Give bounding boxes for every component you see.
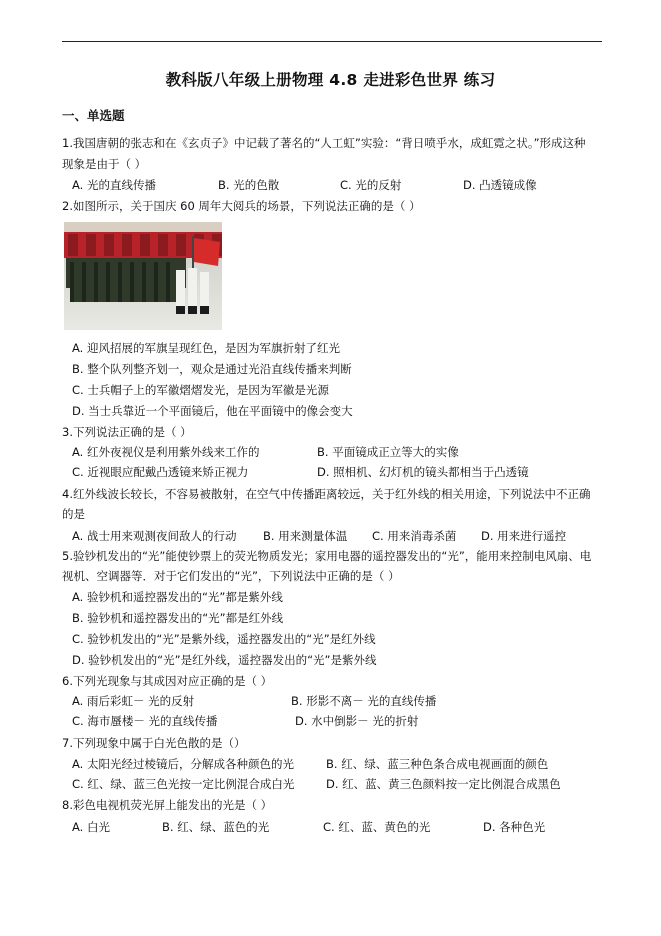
page-title: 教科版八年级上册物理 4.8 走进彩色世界 练习 — [165, 71, 496, 89]
q8-option-b: B. 红、绿、蓝色的光 — [162, 820, 270, 834]
q2-stem-line-1: 2.如图所示，关于国庆 60 周年大阅兵的场景，下列说法正确的是（ ） — [62, 199, 421, 213]
q6-option-d: D. 水中倒影－ 光的折射 — [295, 714, 419, 728]
parade-photo — [64, 222, 222, 330]
q4-stem-line-2: 的是 — [62, 507, 85, 521]
q3-stem-line-1: 3.下列说法正确的是（ ） — [62, 425, 192, 439]
q4-option-c: C. 用来消毒杀菌 — [372, 529, 457, 543]
q3-option-a: A. 红外夜视仪是利用紫外线来工作的 — [72, 445, 260, 459]
q1-option-d: D. 凸透镜成像 — [463, 178, 537, 192]
q5-option-a: A. 验钞机和遥控器发出的“光”都是紫外线 — [72, 590, 283, 604]
q8-option-d: D. 各种色光 — [483, 820, 546, 834]
q3-option-d: D. 照相机、幻灯机的镜头都相当于凸透镜 — [317, 465, 529, 479]
q8-stem-line-1: 8.彩色电视机荧光屏上能发出的光是（ ） — [62, 798, 273, 812]
q5-option-b: B. 验钞机和遥控器发出的“光”都是红外线 — [72, 611, 284, 625]
q3-option-b: B. 平面镜成正立等大的实像 — [317, 445, 459, 459]
q8-option-a: A. 白光 — [72, 820, 110, 834]
q5-option-c: C. 验钞机发出的“光”是紫外线，遥控器发出的“光”是红外线 — [72, 632, 376, 646]
q4-option-d: D. 用来进行遥控 — [481, 529, 567, 543]
q6-option-a: A. 雨后彩虹－ 光的反射 — [72, 694, 195, 708]
q1-option-b: B. 光的色散 — [218, 178, 280, 192]
q2-option-b: B. 整个队列整齐划一，观众是通过光沿直线传播来判断 — [72, 362, 352, 376]
q5-option-d: D. 验钞机发出的“光”是红外线，遥控器发出的“光”是紫外线 — [72, 653, 377, 667]
q8-option-c: C. 红、蓝、黄色的光 — [323, 820, 431, 834]
q7-stem-line-1: 7.下列现象中属于白光色散的是（） — [62, 736, 246, 750]
q4-stem-line-1: 4.红外线波长较长，不容易被散射，在空气中传播距离较远，关于红外线的相关用途，下列说法中不正确 — [62, 487, 591, 501]
q1-stem-line-2: 现象是由于（ ） — [62, 157, 147, 171]
q6-option-b: B. 形影不离－ 光的直线传播 — [291, 694, 437, 708]
q4-option-b: B. 用来测量体温 — [263, 529, 348, 543]
q7-option-d: D. 红、蓝、黄三色颜料按一定比例混合成黑色 — [326, 777, 561, 791]
q2-option-d: D. 当士兵靠近一个平面镜后，他在平面镜中的像会变大 — [72, 404, 353, 418]
q3-option-c: C. 近视眼应配戴凸透镜来矫正视力 — [72, 465, 249, 479]
q2-option-c: C. 士兵帽子上的军徽熠熠发光，是因为军徽是光源 — [72, 383, 329, 397]
q1-stem-line-1: 1.我国唐朝的张志和在《玄贞子》中记载了著名的“人工虹”实验：“背日喷乎水，成虹霓之状。”形成这种 — [62, 136, 586, 150]
q6-stem-line-1: 6.下列光现象与其成因对应正确的是（ ） — [62, 674, 273, 688]
q1-option-c: C. 光的反射 — [340, 178, 402, 192]
q7-option-c: C. 红、绿、蓝三色光按一定比例混合成白光 — [72, 777, 295, 791]
q7-option-a: A. 太阳光经过棱镜后，分解成各种颜色的光 — [72, 757, 294, 771]
section-heading: 一、单选题 — [62, 108, 125, 123]
header-rule — [62, 41, 602, 42]
q1-option-a: A. 光的直线传播 — [72, 178, 156, 192]
q6-option-c: C. 海市蜃楼－ 光的直线传播 — [72, 714, 218, 728]
q2-option-a: A. 迎风招展的军旗呈现红色，是因为军旗折射了红光 — [72, 341, 340, 355]
q4-option-a: A. 战士用来观测夜间敌人的行动 — [72, 529, 237, 543]
q5-stem-line-2: 视机、空调器等．对于它们发出的“光”，下列说法中正确的是（ ） — [62, 569, 400, 583]
q7-option-b: B. 红、绿、蓝三种色条合成电视画面的颜色 — [326, 757, 549, 771]
q5-stem-line-1: 5.验钞机发出的“光”能使钞票上的荧光物质发光；家用电器的遥控器发出的“光”，能用来控制电风扇、电 — [62, 549, 592, 563]
